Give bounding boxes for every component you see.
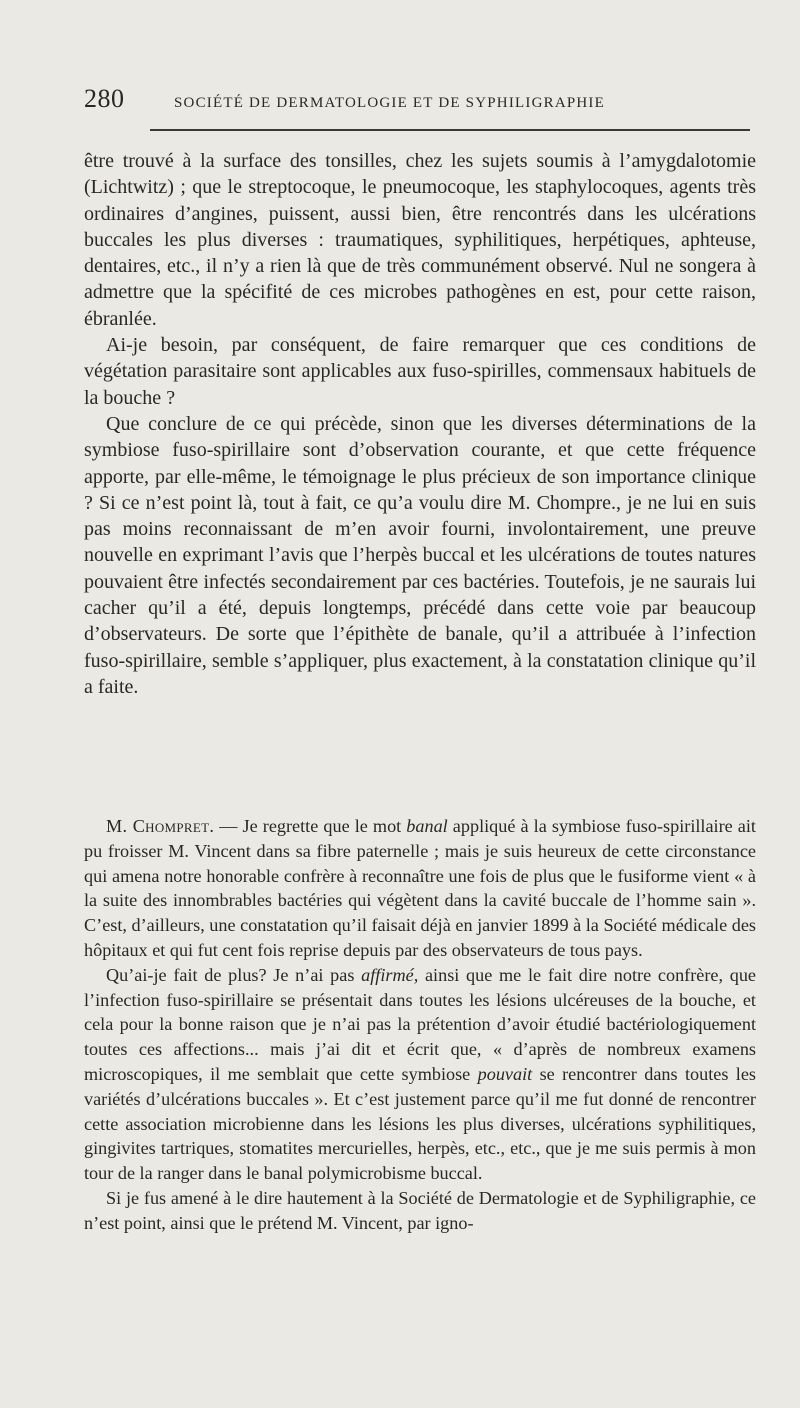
paragraph-affirme bbox=[84, 963, 756, 1186]
affirme-end: se rencontrer dans toutes les variétés d’ulcérations buccales ». Et c’est justement parce qu’il me fut donné de rencontrer cette association microbienne dans les lésions les plus diverses, ulcérations syphilitiques, gingivites tartriques, stomatites mercurielles, herpès, etc., etc., que je me suis permis à mon tour de la ranger dans le banal polymicrobisme buccal. bbox=[84, 1063, 756, 1184]
affirme-middle: ainsi que me le fait dire notre confrère, que l’infection fuso-spirillaire se présentait dans toutes les lésions ulcéreuses de la bouche, et cela pour la bonne raison que je n’ai pas la prétention d’avoir étudié bactériologiquement toutes ces affections... mais j’ai dit et écrit que, « d’après de nombreux examens microscopiques, il me semblait que cette symbiose bbox=[84, 964, 757, 1084]
paragraph-continuation: être trouvé à la surface des tonsilles, chez les sujets soumis à l’amygdalotomie (Lichtwitz) ; que le streptocoque, le pneumocoque, les staphylocoques, agents très ordinaires d’angines, puissent, aussi bien, être rencontrés dans les ulcérations buccales les plus diverses : traumatiques, syphilitiques, herpétiques, aphteuse, dentaires, etc., il n’y a rien là que de très communément observé. Nul ne songera à admettre que la spécifité de ces microbes pathogènes en est, pour cette raison, ébranlée. bbox=[84, 150, 756, 330]
body-text-large bbox=[84, 148, 756, 700]
body-text-small bbox=[84, 814, 756, 1236]
speaker-name: M. Chompret. bbox=[106, 816, 215, 836]
header-rule bbox=[150, 129, 750, 131]
paragraph-final: Si je fus amené à le dire hautement à la Société de Dermatologie et de Syphiligraphie, ce n’est point, ainsi que le prétend M. Vincent, par igno- bbox=[84, 1187, 756, 1233]
italic-affirme: affirmé, bbox=[361, 964, 419, 985]
affirme-start: Qu’ai-je fait de plus? Je n’ai pas bbox=[106, 964, 362, 985]
page-number: 280 bbox=[84, 84, 125, 113]
paragraph-conclusion: Que conclure de ce qui précède, sinon que les diverses déterminations de la symbiose fuso-spirillaire sont d’observation courante, et que cette fréquence apporte, par elle-même, le témoignage le plus précieux de son importance clinique ? Si ce n’est point là, tout à fait, ce qu’a voulu dire M. Chompre., je ne lui en suis pas moins reconnaissant de m’en avoir fourni, involontairement, une preuve nouvelle en exprimant l’avis que l’herpès buccal et les ulcérations de toutes natures pouvaient être infectés secondairement par ces bactéries. Toutefois, je ne saurais lui cacher qu’il a été, depuis longtemps, précédé dans cette voie par beaucoup d’observateurs. De sorte que l’épithète de banale, qu’il a attribuée à l’infection fuso-spirillaire, semble s’appliquer, plus exactement, à la constatation clinique qu’il a faite. bbox=[84, 412, 756, 698]
paragraph-chompret-reply bbox=[84, 814, 756, 963]
paragraph-conditions: Ai-je besoin, par conséquent, de faire remarquer que ces conditions de végétation parasitaire sont applicables aux fuso-spirilles, commensaux habituels de la bouche ? bbox=[84, 334, 756, 409]
italic-banal: banal bbox=[406, 816, 448, 836]
running-title: SOCIÉTÉ DE DERMATOLOGIE ET DE SYPHILIGRAPHIE bbox=[174, 95, 605, 111]
running-head bbox=[84, 84, 750, 124]
italic-pouvait: pouvait bbox=[477, 1063, 533, 1084]
reply-dash-text: — Je regrette que le mot bbox=[214, 816, 407, 836]
reply-text: appliqué à la symbiose fuso-spirillaire ait pu froisser M. Vincent dans sa fibre paternelle ; mais je suis heureux de cette circonstance qui amena notre honorable confrère à reconnaître une fois de plus que le fusiforme vient « à la suite des innombrables bactéries qui végètent dans la cavité buccale de l’homme sain ». C’est, d’ailleurs, une constatation qu’il faisait déjà en janvier 1899 à la Société médicale des hôpitaux et qui fut cent fois reprise depuis par des observateurs de tous pays. bbox=[84, 816, 756, 960]
